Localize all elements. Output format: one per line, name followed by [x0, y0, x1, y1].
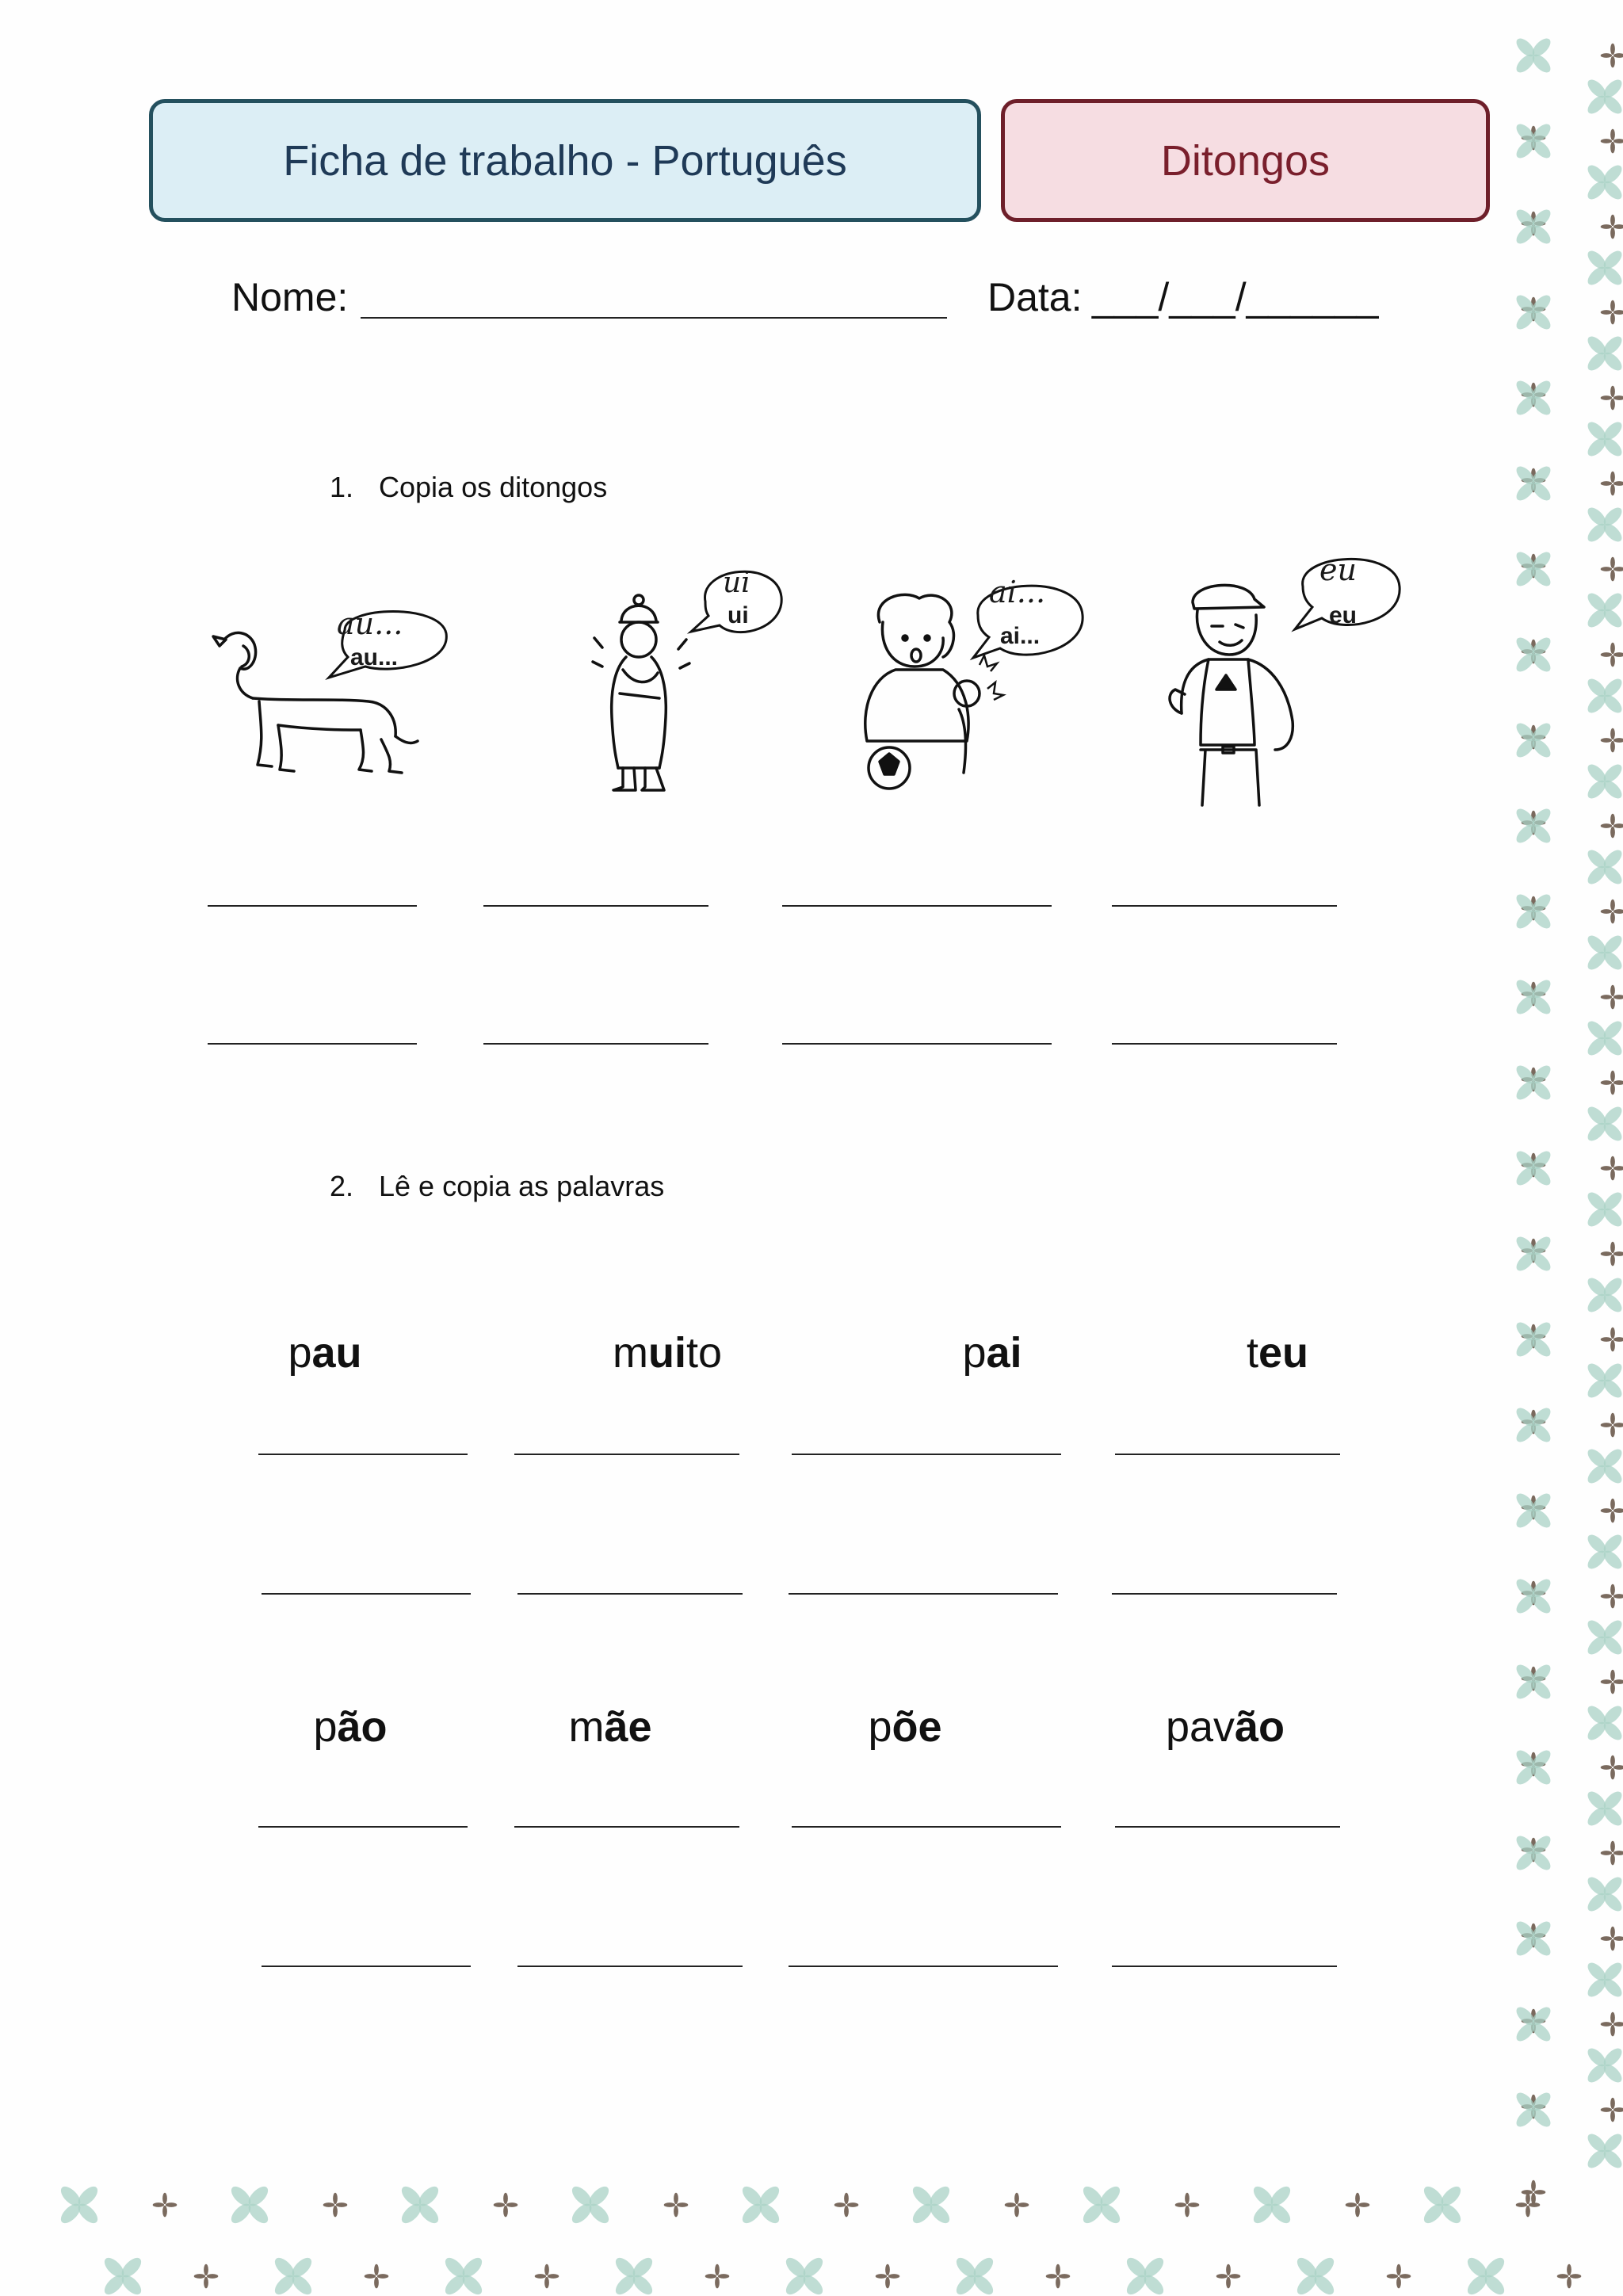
word-muito: muito	[612, 1329, 723, 1377]
copy-line[interactable]	[1112, 1593, 1337, 1595]
answer-line[interactable]	[483, 1043, 708, 1045]
copy-line[interactable]	[258, 1826, 468, 1828]
exercise1-number: 1.	[330, 471, 354, 503]
answer-line[interactable]	[208, 905, 417, 907]
answer-line[interactable]	[1112, 1043, 1337, 1045]
name-field[interactable]	[361, 317, 947, 319]
copy-line[interactable]	[1112, 1966, 1337, 1967]
copy-line[interactable]	[517, 1966, 743, 1967]
copy-line[interactable]	[262, 1593, 471, 1595]
bubble-script-ui: ui	[723, 567, 750, 599]
copy-line[interactable]	[789, 1966, 1058, 1967]
copy-line[interactable]	[517, 1593, 743, 1595]
bubble-print-ui: ui	[727, 602, 749, 628]
answer-line[interactable]	[1112, 905, 1337, 907]
floral-border-right	[1498, 0, 1623, 2296]
bubble-script-ai: ai...	[989, 575, 1046, 609]
answer-line[interactable]	[483, 905, 708, 907]
copy-line[interactable]	[514, 1454, 739, 1455]
name-label: Nome:	[231, 275, 349, 319]
worksheet-title-box	[149, 99, 981, 222]
exercise2-instruction: Lê e copia as palavras	[379, 1170, 665, 1202]
copy-line[interactable]	[1115, 1826, 1340, 1828]
date-field[interactable]: ___/___/______	[1092, 275, 1379, 319]
answer-line[interactable]	[782, 1043, 1052, 1045]
copy-line[interactable]	[789, 1593, 1058, 1595]
word-pavao: pavão	[1165, 1703, 1285, 1751]
word-pao: pão	[313, 1703, 388, 1751]
word-teu: teu	[1246, 1329, 1309, 1377]
word-poe: põe	[868, 1703, 942, 1751]
copy-line[interactable]	[258, 1454, 468, 1455]
word-mae: mãe	[568, 1703, 652, 1751]
topic-box	[1001, 99, 1490, 222]
bubble-print-ai: ai...	[1000, 623, 1041, 649]
date-label: Data:	[987, 275, 1083, 319]
copy-line[interactable]	[792, 1826, 1061, 1828]
worksheet-title: Ficha de trabalho - Português	[283, 136, 847, 185]
answer-line[interactable]	[208, 1043, 417, 1045]
copy-line[interactable]	[514, 1826, 739, 1828]
copy-line[interactable]	[1115, 1454, 1340, 1455]
bubble-script-au: au...	[337, 606, 403, 641]
topic-title: Ditongos	[1160, 136, 1331, 185]
floral-border-bottom	[0, 2172, 1623, 2296]
bubble-print-au: au...	[350, 644, 399, 670]
word-pau: pau	[288, 1329, 362, 1377]
bubble-print-eu: eu	[1329, 602, 1358, 628]
exercise2-number: 2.	[330, 1170, 354, 1202]
answer-line[interactable]	[782, 905, 1052, 907]
copy-line[interactable]	[792, 1454, 1061, 1455]
bubble-script-eu: eu	[1319, 552, 1357, 587]
exercise1-instruction: Copia os ditongos	[379, 471, 608, 503]
word-pai: pai	[962, 1329, 1022, 1377]
copy-line[interactable]	[262, 1966, 471, 1967]
